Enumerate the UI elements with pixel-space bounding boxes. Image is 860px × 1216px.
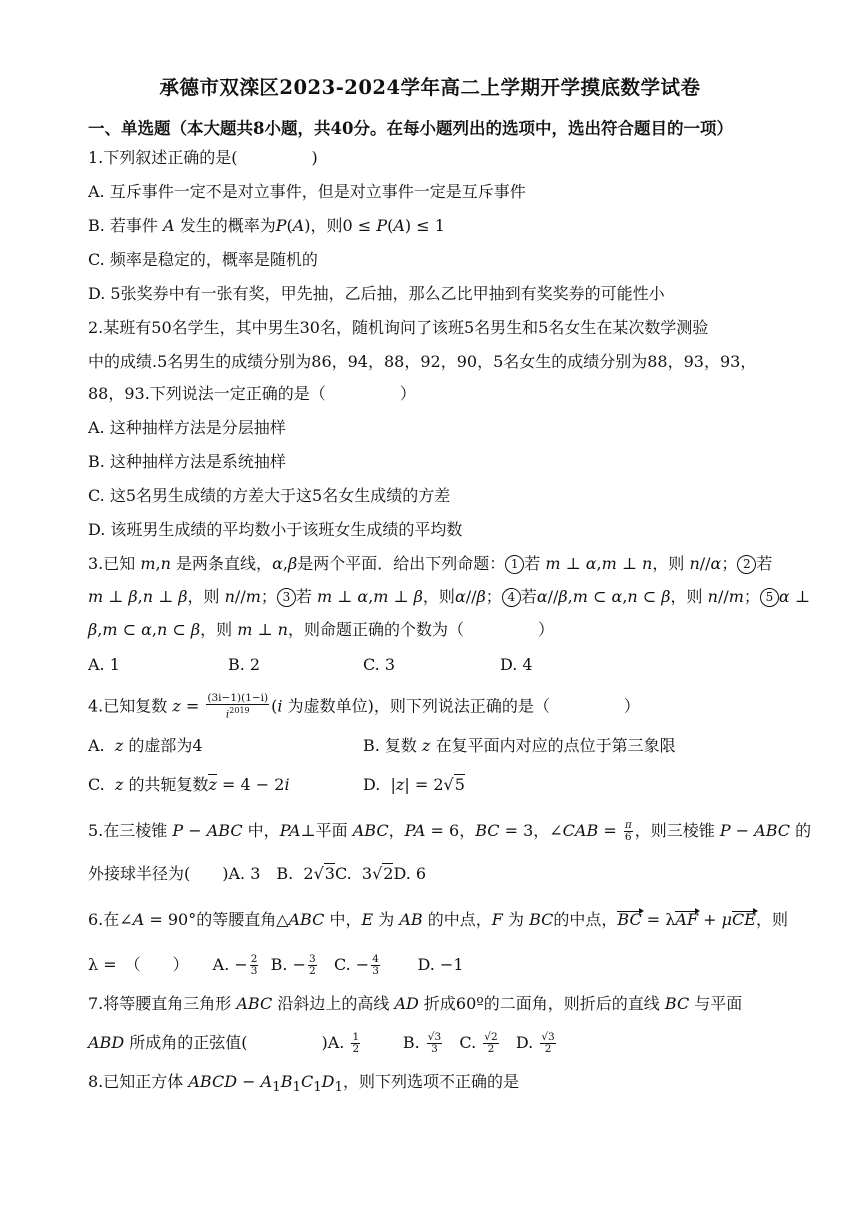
question-3-option-d: D. 4 xyxy=(500,655,533,674)
section-heading: 一、单选题（本大题共8小题，共40分。在每小题列出的选项中，选出符合题目的一项） xyxy=(88,119,733,138)
question-2-line-1: 2.某班有50名学生，其中男生30名，随机询问了该班5名男生和5名女生在某次数学测验 xyxy=(88,318,709,337)
question-3-line-1: 3.已知 m,n 是两条直线，α,β是两个平面．给出下列命题： 1 若 m ⊥ α,m ⊥ n，则 n//α； 2 若 xyxy=(88,554,773,573)
question-1-option-d: D. 5张奖券中有一张有奖，甲先抽，乙后抽，那么乙比甲抽到有奖奖券的可能性小 xyxy=(88,284,665,303)
exam-title: 承德市双滦区2023-2024学年高二上学期开学摸底数学试卷 xyxy=(159,76,701,99)
question-4-stem: 4.已知复数 z = $\frac{(3i-1)(1-i)}{i^{2019}}$ (i 为虚数单位)，则下列说法正确的是（ ） xyxy=(88,692,640,721)
question-7-line-2: ABD 所成角的正弦值( )A. $\frac{1}{2}$ B. $\frac{√3}{3}$ C. $\frac{√2}{2}$ D. $\frac{√3}{2}$ xyxy=(88,1031,555,1055)
question-1-stem: 1.下列叙述正确的是( ) xyxy=(88,148,318,167)
complex-fraction: $\frac{(3i-1)(1-i)}{i^{2019}}$ xyxy=(207,692,269,721)
question-2-option-a: A. 这种抽样方法是分层抽样 xyxy=(88,418,286,437)
question-4-option-b: B. 复数 z 在复平面内对应的点位于第三象限 xyxy=(363,736,676,755)
question-2-option-d: D. 该班男生成绩的平均数小于该班女生成绩的平均数 xyxy=(88,520,463,539)
question-2-line-3: 88，93.下列说法一定正确的是（ ） xyxy=(88,384,416,403)
question-3-option-b: B. 2 xyxy=(228,655,261,674)
question-7-line-1: 7.将等腰直角三角形 ABC 沿斜边上的高线 AD 折成60º的二面角，则折后的直线 BC 与平面 xyxy=(88,994,743,1013)
question-5-line-1: 5.在三棱锥 P − ABC 中，PA⊥平面 ABC，PA = 6，BC = 3，∠CAB = $\frac{\pi}{6}$ ，则三棱锥 P − ABC 的 xyxy=(88,819,812,843)
question-3-line-3: β,m ⊂ α,n ⊂ β，则 m ⊥ n，则命题正确的个数为（ ） xyxy=(88,620,554,639)
question-1-option-b: B. 若事件 A 发生的概率为P(A)，则0 ≤ P(A) ≤ 1 xyxy=(88,216,445,235)
angle-fraction: $\frac{\pi}{6}$ xyxy=(624,819,632,843)
question-4-option-c: C. z 的共轭复数z = 4 − 2i xyxy=(88,775,290,794)
question-1-option-a: A. 互斥事件一定不是对立事件，但是对立事件一定是互斥事件 xyxy=(88,182,526,201)
question-6-line-2: λ = （ ） A. − $\frac{2}{3}$ B. − $\frac{3}{2}$ C. − $\frac{4}{3}$ D. −1 xyxy=(88,953,464,977)
question-2-option-b: B. 这种抽样方法是系统抽样 xyxy=(88,452,286,471)
question-8-stem: 8.已知正方体 ABCD − $A_1B_1C_1D_1$，则下列选项不正确的是 xyxy=(88,1072,519,1096)
question-1-option-c: C. 频率是稳定的，概率是随机的 xyxy=(88,250,318,269)
question-6-line-1: 6.在∠A = 90°的等腰直角△ABC 中，E 为 AB 的中点，F 为 BC的中点，BC = λAF + μCE，则 xyxy=(88,910,788,929)
question-2-line-2: 中的成绩.5名男生的成绩分别为86，94，88，92，90，5名女生的成绩分别为88，93，93， xyxy=(88,352,757,371)
question-3-line-2: m ⊥ β,n ⊥ β，则 n//m； 3 若 m ⊥ α,m ⊥ β，则α//β； 4 若α//β,m ⊂ α,n ⊂ β，则 n//m； 5 α ⊥ xyxy=(88,587,810,606)
question-5-line-2: 外接球半径为( )A. 3 B. 2√3C. 3√2D. 6 xyxy=(88,864,427,883)
question-3-option-a: A. 1 xyxy=(88,655,120,674)
question-2-option-c: C. 这5名男生成绩的方差大于这5名女生成绩的方差 xyxy=(88,486,451,505)
question-3-option-c: C. 3 xyxy=(363,655,396,674)
question-4-option-a: A. z 的虚部为4 xyxy=(88,736,203,755)
question-4-option-d: D. |z| = 2√5 xyxy=(363,775,465,794)
